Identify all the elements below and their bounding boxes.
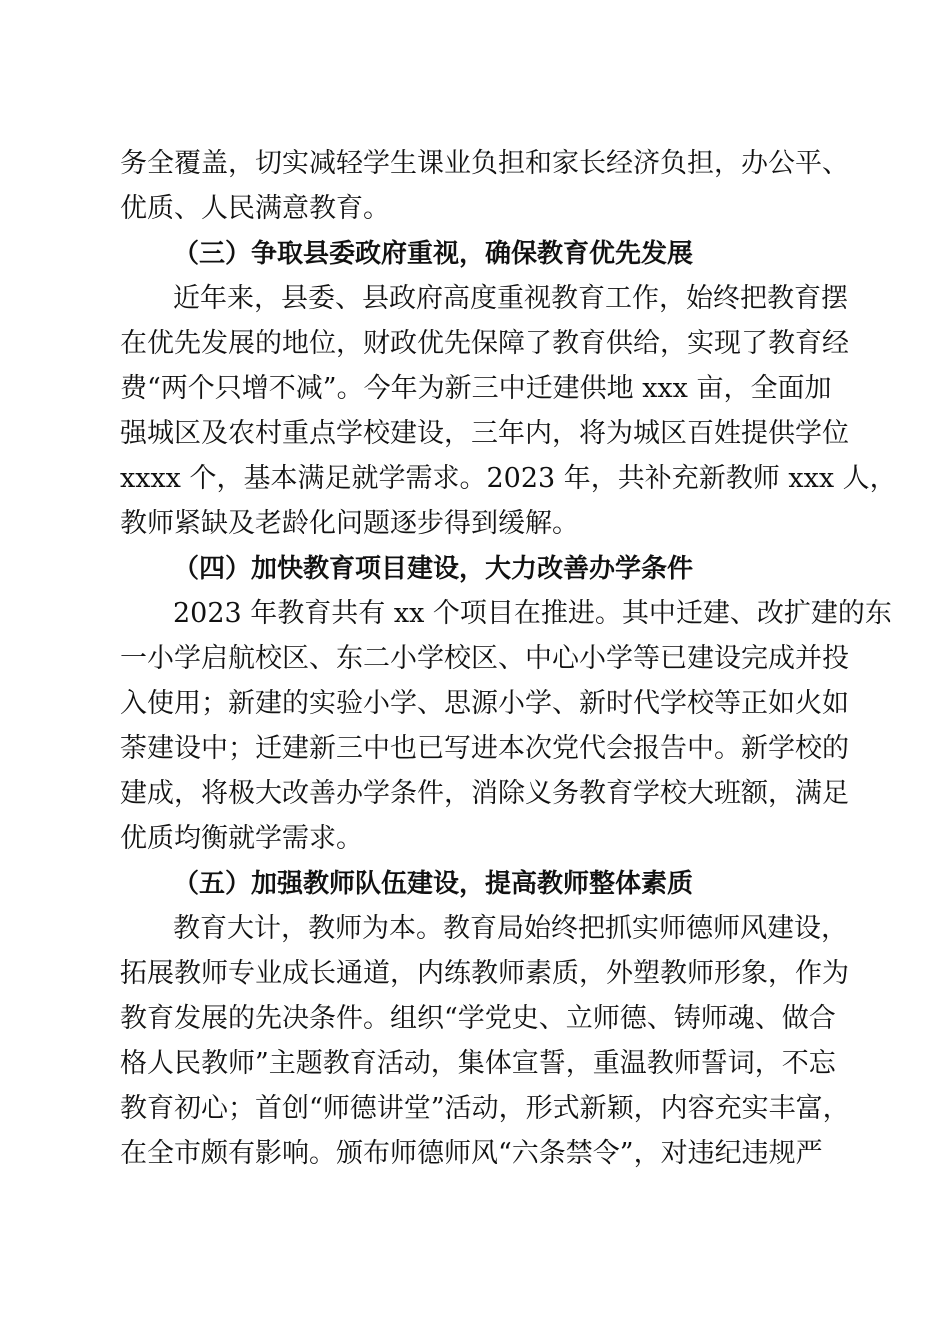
section-heading-3: （三）争取县委政府重视，确保教育优先发展 xyxy=(173,239,694,269)
body-line: 在优先发展的地位，财政优先保障了教育供给，实现了教育经 xyxy=(120,328,849,359)
body-line: 教育大计，教师为本。教育局始终把抓实师德师风建设， xyxy=(173,913,848,944)
body-line: 入使用；新建的实验小学、思源小学、新时代学校等正如火如 xyxy=(120,688,849,719)
body-line: 2023 年教育共有 xx 个项目在推进。其中迁建、改扩建的东 xyxy=(173,598,892,629)
body-line: 教育初心；首创“师德讲堂”活动，形式新颖，内容充实丰富， xyxy=(120,1093,850,1124)
body-line: 格人民教师”主题教育活动，集体宣誓，重温教师誓词，不忘 xyxy=(120,1048,836,1079)
body-line: 费“两个只增不减”。今年为新三中迁建供地 xxx 亩，全面加 xyxy=(120,373,832,404)
body-line: 一小学启航校区、东二小学校区、中心小学等已建设完成并投 xyxy=(120,643,849,674)
body-line: 拓展教师专业成长通道，内练教师素质，外塑教师形象，作为 xyxy=(120,958,849,989)
body-line: 优质均衡就学需求。 xyxy=(120,823,363,854)
section-heading-4: （四）加快教育项目建设，大力改善办学条件 xyxy=(173,554,694,584)
body-line: 教师紧缺及老龄化问题逐步得到缓解。 xyxy=(120,508,579,539)
body-line: 近年来，县委、县政府高度重视教育工作，始终把教育摆 xyxy=(173,283,848,314)
body-line: 强城区及农村重点学校建设，三年内，将为城区百姓提供学位 xyxy=(120,418,849,449)
section-heading-5: （五）加强教师队伍建设，提高教师整体素质 xyxy=(173,869,694,899)
body-line: xxxx 个，基本满足就学需求。2023 年，共补充新教师 xxx 人， xyxy=(120,463,897,494)
body-line: 建成，将极大改善办学条件，消除义务教育学校大班额，满足 xyxy=(120,778,849,809)
body-line: 教育发展的先决条件。组织“学党史、立师德、铸师魂、做合 xyxy=(120,1003,836,1034)
body-line: 务全覆盖，切实减轻学生课业负担和家长经济负担，办公平、 xyxy=(120,148,849,179)
body-line: 荼建设中；迁建新三中也已写进本次党代会报告中。新学校的 xyxy=(120,733,849,764)
body-line: 在全市颇有影响。颁布师德师风“六条禁令”，对违纪违规严 xyxy=(120,1138,823,1169)
body-line: 优质、人民满意教育。 xyxy=(120,193,390,224)
